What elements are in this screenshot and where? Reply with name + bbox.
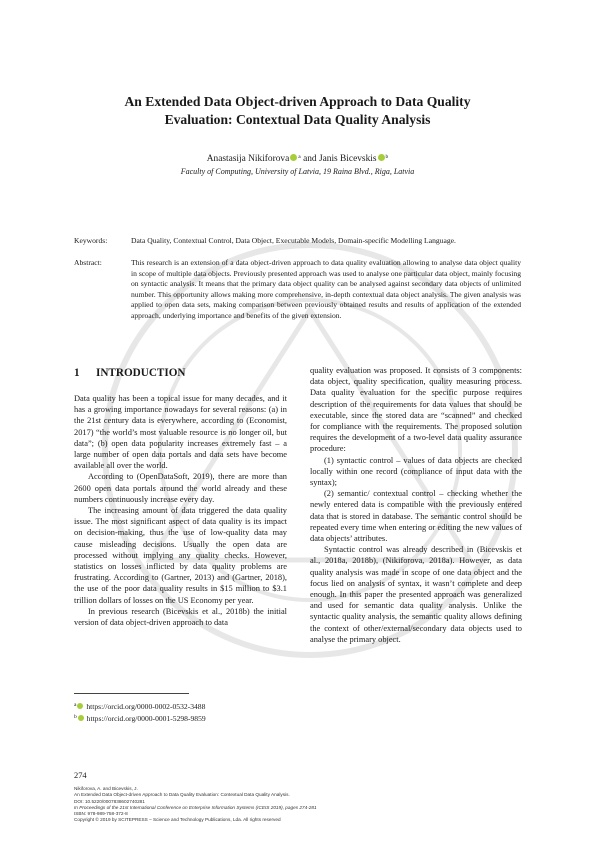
footnote-divider <box>74 693 189 694</box>
citation-title: An Extended Data Object-driven Approach to Data Quality Evaluation: Contextual Data Quality Analysis. <box>74 792 290 798</box>
paragraph: The increasing amount of data triggered the data quality issue. The most significant aspect of data quality is its impact on decision-making, thus the use of low-quality data may cause misleading decisions. Usually the open data are processed without implying any quality checks. However, statistics on losses inflicted by data quality problems are frustrating. According to (Gartner, 2013) and (Gartner, 2018), the use of the poor data quality results in $15 million to $3.1 trillion dollars of losses on the US Economy per year. <box>74 506 287 605</box>
footnote-mark: b <box>74 714 77 720</box>
orcid-icon <box>77 703 83 709</box>
affiliation: Faculty of Computing, University of Latvia, 19 Raina Blvd., Riga, Latvia <box>180 167 415 176</box>
doi[interactable]: DOI: 10.5220/0007838602740281 <box>74 798 145 804</box>
paper-title <box>60 93 535 129</box>
paragraph: Syntactic control was already described in (Bicevskis et al., 2018a, 2018b), (Nikiforova, 2018a). However, as data quality analysis was made in scope of one data object and the focus lied on analysis of syntax, it wasn’t complete and deep enough. In this paper the presented approach was generalized and used for semantic data quality analysis. Unlike the syntactic quality analysis, the semantic quality allows defining the context of other/external/secondary data objects used to analyse the primary object. <box>310 545 522 644</box>
proceedings: In Proceedings of the 21st International Conference on Enterprise Information Systems (ICEIS 2019), pages 274-281 <box>74 804 317 810</box>
footnote <box>74 714 206 723</box>
author-1-mark: a <box>298 154 301 160</box>
paragraph: In previous research (Bicevskis et al., 2018b) the initial version of data object-driven approach to data <box>74 606 287 628</box>
keywords-label: Keywords: <box>74 236 108 245</box>
paragraph: (2) semantic/ contextual control – checking whether the newly entered data is compatible with the previously entered data that is stored in database. The semantic control should be repeated every time when entering or editing the new values of data objects’ attributes. <box>310 489 522 544</box>
paragraph: quality evaluation was proposed. It consists of 3 components: data object, quality specification, quality measuring process. Data quality evaluation for the specific purpose requires description of the requirements for data values that should be executable, since the stored data are “scanned” and checked for compliance with the requirements. The proposed solution requires the development of a two-level data quality assurance procedure: <box>310 366 522 454</box>
author-2-mark: b <box>385 154 389 160</box>
footnote <box>74 702 205 711</box>
copyright: Copyright © 2019 by SCITEPRESS – Science and Technology Publications, Lda. All rights reserved <box>74 817 281 823</box>
title-line-1: An Extended Data Object-driven Approach to Data Quality <box>124 94 471 109</box>
right-column <box>310 365 522 645</box>
author-2: Janis Bicevskis <box>318 154 377 164</box>
paragraph: Data quality has been a topical issue for many decades, and it has a growing importance nowadays for several reasons: (a) in the 21st century data is everywhere, according to (Economist, 2017) “the world’s most valuable resource is no longer oil, but data”; (b) open data popularity increases extremely fast – a large number of open data portals and data sets have become available all over the world. <box>74 394 287 471</box>
author-line <box>60 151 535 165</box>
author-conjunction: and <box>300 154 319 164</box>
paragraph: (1) syntactic control – values of data objects are checked locally within one record (compliance of input data with the syntax); <box>310 455 522 488</box>
page-number: 274 <box>74 771 87 780</box>
left-column <box>74 393 287 628</box>
footnote-mark: a <box>74 702 77 708</box>
section-number: 1 <box>74 367 80 379</box>
isbn: ISBN: 978-989-758-372-8 <box>74 811 128 817</box>
paragraph: According to (OpenDataSoft, 2019), there are more than 2600 open data portals around the world already and these numbers continuously increase every day. <box>74 472 287 504</box>
orcid-icon[interactable] <box>290 154 297 161</box>
orcid-icon[interactable] <box>378 154 385 161</box>
citation-authors: Nikiforova, A. and Bicevskis, J. <box>74 786 138 791</box>
orcid-link[interactable]: https://orcid.org/0000-0001-5298-9859 <box>86 714 206 723</box>
title-line-2: Evaluation: Contextual Data Quality Analysis <box>164 112 431 127</box>
abstract-label: Abstract: <box>74 258 102 267</box>
keywords-text: Data Quality, Contextual Control, Data Object, Executable Models, Domain-specific Modelling Language. <box>131 236 456 245</box>
orcid-link[interactable]: https://orcid.org/0000-0002-0532-3488 <box>86 702 206 711</box>
publication-info <box>74 786 317 824</box>
abstract-text: This research is an extension of a data object-driven approach to data quality evaluation allowing to analyse data object quality in scope of multiple data objects. Previously presented approach was used to analyse one particular data object, mainly focusing on syntactic analysis. It means that the primary data object quality can be analysed against secondary data objects of unlimited number. This opportunity allows making more comprehensive, in-depth contextual data object analysis. The given analysis was applied to open data sets, making comparison between previously obtained results and results of application of the extended approach, underlying importance and benefits of the given extension. <box>131 258 521 320</box>
section-title: INTRODUCTION <box>96 367 186 379</box>
section-heading <box>74 367 186 379</box>
author-1: Anastasija Nikiforova <box>206 154 290 164</box>
orcid-icon <box>78 715 84 721</box>
